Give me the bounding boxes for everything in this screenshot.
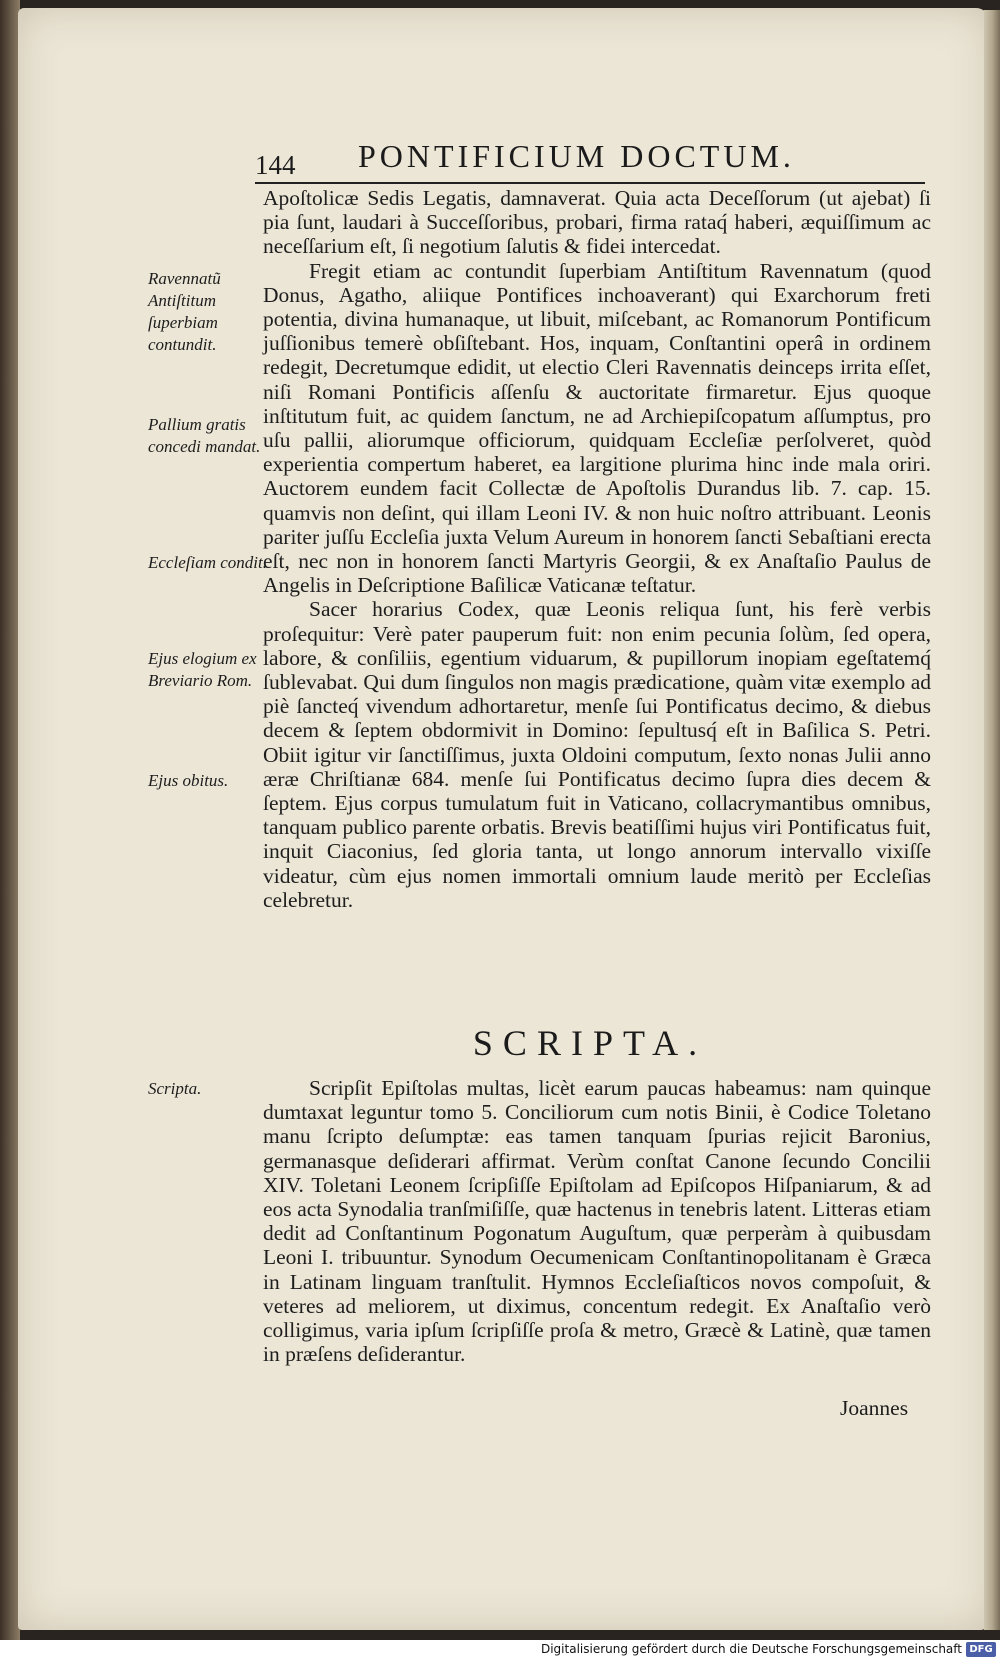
dfg-logo-icon: DFG [966,1642,996,1657]
marginal-note-pallium: Pallium gratis concedi mandat. [148,415,261,456]
marginal-note-ecclesiam: Eccleſiam condit. [148,553,267,572]
marginal-note-scripta: Scripta. [148,1079,202,1098]
paragraph-elogium: Sacer horarius Codex, quæ Leonis reliqua ſunt, his ferè verbis proſequitur: Verè pater pauperum fuit: non enim pecunia ſolùm, ſed opera, labore, & conſiliis, egentium viduarum, & pupillorum inopiam egeſtatemq́ ſublevabat. Qui dum ſingulos non magis prædicatione, quàm vitæ exemplo ad piè ſancteq́ vivendum adhortaretur, menſe ſui Pontificatus decimo, & diebus decem & ſeptem obdormivit in Domino: ſepultusq́ eſt in Baſilica S. Petri. Obiit igitur vir ſanctiſſimus, juxta Oldoini computum, ſexto nonas Julii anno æræ Chriſtianæ 684. menſe ſui Pontificatus decimo ſupra dies decem & ſeptem. Ejus corpus tumulatum fuit in Vaticano, collacrymantibus omnibus, tanquam publico parente orbatis. Brevis beatiſſimi hujus viri Pontificatus fuit, inquit Ciaconius, ſed gloria tanta, ut longo annorum intervallo vixiſſe videatur, cùm ejus nomen immortali omnium laude meritò per Eccleſias celebretur. [263,597,931,912]
paragraph-ravenna: Fregit etiam ac contundit ſuperbiam Antiſtitum Ravennatum (quod Donus, Agatho, aliique Pontifices inchoaverant) qui Exarchorum freti potentia, divina humanaque, ut libuit, miſcebant, ac Romanorum Pontificum juſſionibus temerè obſiſtebant. Hos, inquam, Conſtantini operâ in ordinem redegit, Decretumque edidit, ut electio Cleri Ravennatis deinceps irrita eſſet, niſi Romani Pontificis aſſenſu & auctoritate firmaretur. Ejus quoque inſtitutum fuit, ac quidem ſanctum, ne ad Archiepiſcopatum aſſumptus, pro uſu pallii, aliorumque officiorum, quidquam Eccleſiæ perſolveret, quòd experientia compertum haberet, ea largitione plurima hinc inde mala oriri. Auctorem eundem facit Collectæ de Apoſtolis Durandus lib. 7. cap. 15. quamvis non deſint, qui illam Leoni IV. & non huic noſtro attribuant. Leonis pariter juſſu Eccleſia juxta Velum Aureum in honorem ſancti Sebaſtiani erecta eſt, nec non in honorem ſancti Martyris Georgii, & ex Anaſtaſio Paulus de Angelis in Deſcriptione Baſilicæ Vaticanæ teſtatur. [263,258,931,598]
running-title: PONTIFICIUM DOCTUM. [358,138,795,174]
page-stack-edge [984,10,1000,1630]
catchword: Joannes [840,1396,909,1420]
paragraph-scripta: Scripſit Epiſtolas multas, licèt earum paucas habeamus: nam quinque dumtaxat leguntur tomo 5. Conciliorum cum notis Binii, è Codice Toletano manu ſcripto deſumptæ: eas tamen tanquam ſpurias rejicit Baronius, germanasque deſiderari affirmat. Verùm conſtat Canone ſecundo Concilii XIV. Toletani Leonem ſcripſiſſe Epiſtolam ad Epiſcopos Hiſpaniarum, & ad eos acta Synodalia tranſmiſiſſe, quæ hactenus in tenebris latent. Litteras etiam dedit ad Conſtantinum Pogonatum Auguſtum, quæ perperàm à quibusdam Leoni I. tribuuntur. Synodum Oecumenicam Conſtantinopolitanam è Græca in Latinam linguam tranſtulit. Hymnos Eccleſiaſticos novos compoſuit, & veteres ad meliorem, ut diximus, concentum redegit. Ex Anaſtaſio verò colligimus, varia ipſum ſcripſiſſe proſa & metro, Græcè & Latinè, quæ tamen in præſens deſiderantur. [263,1076,931,1367]
marginal-note-elogium: Ejus elogium ex Breviario Rom. [148,649,257,690]
marginal-note-ravenna: Ravennatũ Antiſtitum ſuperbiam contundit. [148,269,221,354]
book-binding-edge [0,0,20,1640]
paragraph-legatis: Apoſtolicæ Sedis Legatis, damnaverat. Quia acta Deceſſorum (ut ajebat) ſi pia ſunt, laudari à Succeſſoribus, probari, firma rataq́ haberi, æquiſſimum ac neceſſarium eſt, ſi negotium ſalutis & fidei intercedat. [263,186,931,259]
funding-notice: Digitalisierung gefördert durch die Deutsche Forschungsgemeinschaft [540,1642,962,1656]
body-text-scripta [263,1076,931,1366]
page-header [255,138,925,184]
marginal-note-obitus: Ejus obitus. [148,771,229,790]
digitization-footer [0,1640,1000,1660]
section-heading-scripta: SCRIPTA. [472,1023,708,1063]
page-number: 144 [255,150,296,180]
body-text-main [263,186,931,912]
